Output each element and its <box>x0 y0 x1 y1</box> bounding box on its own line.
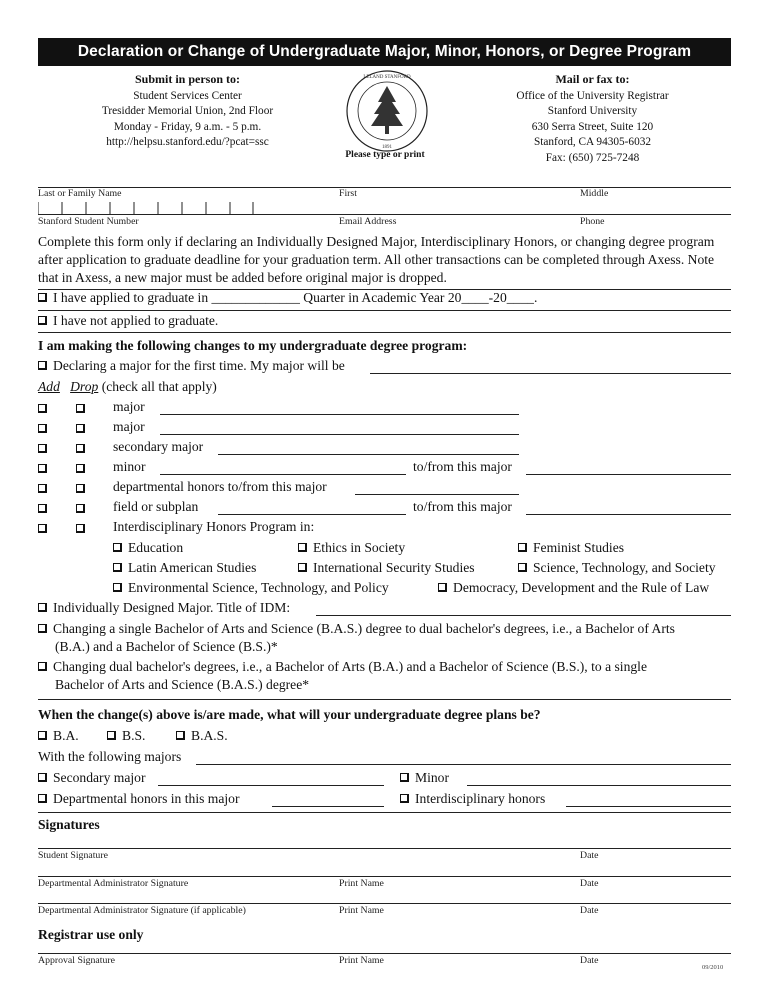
ihp-label: Interdisciplinary Honors Program in: <box>113 519 315 534</box>
mail-line: 630 Serra Street, Suite 120 <box>531 120 654 133</box>
student-date-label: Date <box>580 850 599 861</box>
divider <box>38 332 731 333</box>
drop-dept-honors-checkbox[interactable] <box>76 484 85 493</box>
with-majors-label: With the following majors <box>38 749 182 764</box>
ihp-international-option <box>298 560 475 576</box>
plan-bs-option <box>107 728 145 744</box>
add-field-checkbox[interactable] <box>38 504 47 513</box>
student-number-label: Stanford Student Number <box>38 216 139 227</box>
idm-label: Individually Designed Major. Title of IDM: <box>53 600 291 615</box>
signatures-heading: Signatures <box>38 817 100 832</box>
ihp-education-option <box>113 540 183 556</box>
dept-admin-print-name-label: Print Name <box>339 878 384 889</box>
ihp-latin-option <box>113 560 256 576</box>
phone-label: Phone <box>580 216 605 227</box>
first-time-label: Declaring a major for the first time. My major will be <box>53 358 345 373</box>
applied-graduate-label: I have applied to graduate in _____________ Quarter in Academic Year 20____-20____. <box>53 290 538 305</box>
idm-row <box>38 600 290 616</box>
drop-ihp-checkbox[interactable] <box>76 524 85 533</box>
divider <box>38 812 731 813</box>
minor-blank[interactable] <box>160 474 406 475</box>
plan-secondary-checkbox[interactable] <box>38 773 47 782</box>
ihp-democracy-label: Democracy, Development and the Rule of Law <box>453 580 710 595</box>
dept-admin-opt-print-name-label: Print Name <box>339 905 384 916</box>
field-from-blank[interactable] <box>526 514 731 515</box>
mail-line: Stanford University <box>547 105 638 118</box>
dept-admin-opt-signature-label: Departmental Administrator Signature (if applicable) <box>38 905 246 916</box>
ihp-environmental-checkbox[interactable] <box>113 583 122 592</box>
ihp-ethics-checkbox[interactable] <box>298 543 307 552</box>
plan-interdisciplinary-checkbox[interactable] <box>400 794 409 803</box>
plan-secondary-blank[interactable] <box>158 785 384 786</box>
plan-interdisciplinary-blank[interactable] <box>566 806 731 807</box>
svg-text:1891: 1891 <box>382 145 392 150</box>
ihp-environmental-label: Environmental Science, Technology, and Policy <box>128 580 389 595</box>
add-major2-checkbox[interactable] <box>38 424 47 433</box>
with-majors-blank[interactable] <box>196 764 731 765</box>
add-dept-honors-checkbox[interactable] <box>38 484 47 493</box>
ihp-feminist-label: Feminist Studies <box>533 540 625 555</box>
drop-major1-checkbox[interactable] <box>76 404 85 413</box>
plan-interdisciplinary-row <box>400 791 545 807</box>
submit-url: http://helpsu.stanford.edu/?pcat=ssc <box>106 136 269 149</box>
approval-signature-label: Approval Signature <box>38 955 115 966</box>
first-time-checkbox[interactable] <box>38 361 47 370</box>
minor-from-label: to/from this major <box>413 459 512 474</box>
dual-to-bas-row <box>38 659 647 675</box>
first-time-row <box>38 358 345 374</box>
dual-to-bas-label-cont: Bachelor of Arts and Science (B.A.S.) degree* <box>55 677 310 692</box>
ihp-latin-label: Latin American Studies <box>128 560 257 575</box>
submit-line: Monday - Friday, 9 a.m. - 5 p.m. <box>113 120 262 133</box>
plans-heading: When the change(s) above is/are made, what will your undergraduate degree plans be? <box>38 707 541 722</box>
drop-major2-checkbox[interactable] <box>76 424 85 433</box>
check-all-note: (check all that apply) <box>101 379 217 394</box>
changes-heading: I am making the following changes to my undergraduate degree program: <box>38 338 468 353</box>
submit-heading: Submit in person to: <box>134 72 241 86</box>
ihp-feminist-checkbox[interactable] <box>518 543 527 552</box>
ihp-sts-label: Science, Technology, and Society <box>533 560 716 575</box>
first-time-major-blank[interactable] <box>370 373 731 374</box>
secondary-label: secondary major <box>113 439 204 454</box>
plan-bas-option <box>176 728 228 744</box>
drop-field-checkbox[interactable] <box>76 504 85 513</box>
dept-admin-date-label: Date <box>580 878 599 889</box>
ihp-international-label: International Security Studies <box>313 560 475 575</box>
mail-line: Stanford, CA 94305-6032 <box>533 136 652 149</box>
not-applied-row <box>38 313 218 329</box>
secondary-blank[interactable] <box>218 454 519 455</box>
field-from-label: to/from this major <box>413 499 512 514</box>
major2-label: major <box>113 419 145 434</box>
email-label: Email Address <box>339 216 397 227</box>
field-blank[interactable] <box>218 514 406 515</box>
plan-secondary-row <box>38 770 145 786</box>
major2-blank[interactable] <box>160 434 519 435</box>
plan-minor-checkbox[interactable] <box>400 773 409 782</box>
ihp-democracy-option <box>438 580 709 596</box>
ihp-education-checkbox[interactable] <box>113 543 122 552</box>
bas-to-dual-label-cont: (B.A.) and a Bachelor of Science (B.S.)* <box>55 639 278 654</box>
mail-fax-block <box>490 72 695 167</box>
add-minor-checkbox[interactable] <box>38 464 47 473</box>
stanford-seal <box>344 68 430 154</box>
add-header: Add <box>38 379 60 394</box>
field-label: field or subplan <box>113 499 199 514</box>
submit-line: Tresidder Memorial Union, 2nd Floor <box>101 105 274 118</box>
minor-label: minor <box>113 459 146 474</box>
svg-text:LELAND STANFORD: LELAND STANFORD <box>363 75 411 80</box>
mail-fax: Fax: (650) 725-7248 <box>545 151 640 164</box>
plan-ba-checkbox[interactable] <box>38 731 47 740</box>
approval-date-label: Date <box>580 955 599 966</box>
ihp-ethics-label: Ethics in Society <box>313 540 406 555</box>
name-row-line <box>38 187 731 188</box>
bas-to-dual-label: Changing a single Bachelor of Arts and Science (B.A.S.) degree to dual bachelor's degrees, i.e., a Bachelor of Arts <box>53 621 675 636</box>
plan-secondary-label: Secondary major <box>53 770 146 785</box>
plan-ba-option <box>38 728 79 744</box>
plan-dept-honors-row <box>38 791 240 807</box>
form-title: Declaration or Change of Undergraduate Major, Minor, Honors, or Degree Program <box>38 38 731 66</box>
plan-minor-label: Minor <box>415 770 449 785</box>
plan-bas-label: B.A.S. <box>191 728 228 743</box>
plan-dept-honors-label: Departmental honors in this major <box>53 791 240 806</box>
student-signature-label: Student Signature <box>38 850 108 861</box>
dept-admin-opt-date-label: Date <box>580 905 599 916</box>
ihp-democracy-checkbox[interactable] <box>438 583 447 592</box>
dept-admin-signature-line[interactable] <box>38 876 731 877</box>
plan-dept-honors-checkbox[interactable] <box>38 794 47 803</box>
bas-to-dual-checkbox[interactable] <box>38 624 47 633</box>
student-number-boxes[interactable] <box>38 202 254 214</box>
approval-signature-line[interactable] <box>38 953 731 954</box>
dept-admin-opt-signature-line[interactable] <box>38 903 731 904</box>
major1-blank[interactable] <box>160 414 519 415</box>
submit-in-person-block <box>70 72 305 151</box>
applied-graduate-row <box>38 290 537 306</box>
last-name-label: Last or Family Name <box>38 188 122 199</box>
plan-minor-row <box>400 770 449 786</box>
plan-bs-checkbox[interactable] <box>107 731 116 740</box>
plan-bs-label: B.S. <box>122 728 146 743</box>
plan-minor-blank[interactable] <box>467 785 731 786</box>
plan-bas-checkbox[interactable] <box>176 731 185 740</box>
applied-graduate-checkbox[interactable] <box>38 293 47 302</box>
ihp-international-checkbox[interactable] <box>298 563 307 572</box>
please-type-label: Please type or print <box>345 150 425 160</box>
id-row-line <box>38 214 731 215</box>
approval-print-name-label: Print Name <box>339 955 384 966</box>
ihp-feminist-option <box>518 540 624 556</box>
divider <box>38 310 731 311</box>
dept-honors-label: departmental honors to/from this major <box>113 479 327 494</box>
ihp-sts-checkbox[interactable] <box>518 563 527 572</box>
drop-header: Drop <box>70 379 99 394</box>
not-applied-label: I have not applied to graduate. <box>53 313 219 328</box>
add-drop-header <box>38 379 217 395</box>
submit-line: Student Services Center <box>133 89 242 102</box>
major1-label: major <box>113 399 145 414</box>
ihp-ethics-option <box>298 540 405 556</box>
plan-ba-label: B.A. <box>53 728 79 743</box>
not-applied-checkbox[interactable] <box>38 316 47 325</box>
add-secondary-checkbox[interactable] <box>38 444 47 453</box>
dual-to-bas-checkbox[interactable] <box>38 662 47 671</box>
first-name-label: First <box>339 188 357 199</box>
drop-secondary-checkbox[interactable] <box>76 444 85 453</box>
ihp-sts-option <box>518 560 716 576</box>
form-version: 09/2010 <box>702 964 724 971</box>
ihp-environmental-option <box>113 580 389 596</box>
drop-minor-checkbox[interactable] <box>76 464 85 473</box>
middle-name-label: Middle <box>580 188 609 199</box>
plan-dept-honors-blank[interactable] <box>272 806 384 807</box>
plan-interdisciplinary-label: Interdisciplinary honors <box>415 791 546 806</box>
divider <box>38 699 731 700</box>
ihp-latin-checkbox[interactable] <box>113 563 122 572</box>
bas-to-dual-row <box>38 621 675 637</box>
mail-line: Office of the University Registrar <box>516 89 669 102</box>
intro-paragraph: Complete this form only if declaring an Individually Designed Major, Interdisciplinary Honors, or changing degree program after application to graduate deadline for your graduation term. All other transactions can be completed through Axess. Note that in Axess, a new major must be added before original major is dropped. <box>38 234 715 285</box>
idm-title-blank[interactable] <box>316 615 731 616</box>
ihp-education-label: Education <box>128 540 184 555</box>
add-ihp-checkbox[interactable] <box>38 524 47 533</box>
dual-to-bas-label: Changing dual bachelor's degrees, i.e., a Bachelor of Arts (B.A.) and a Bachelor of Science (B.S.), to a single <box>53 659 647 674</box>
dept-honors-blank[interactable] <box>355 494 519 495</box>
minor-from-blank[interactable] <box>526 474 731 475</box>
add-major1-checkbox[interactable] <box>38 404 47 413</box>
student-signature-line[interactable] <box>38 848 731 849</box>
dept-admin-signature-label: Departmental Administrator Signature <box>38 878 189 889</box>
mail-heading: Mail or fax to: <box>555 72 630 86</box>
registrar-heading: Registrar use only <box>38 927 144 942</box>
idm-checkbox[interactable] <box>38 603 47 612</box>
